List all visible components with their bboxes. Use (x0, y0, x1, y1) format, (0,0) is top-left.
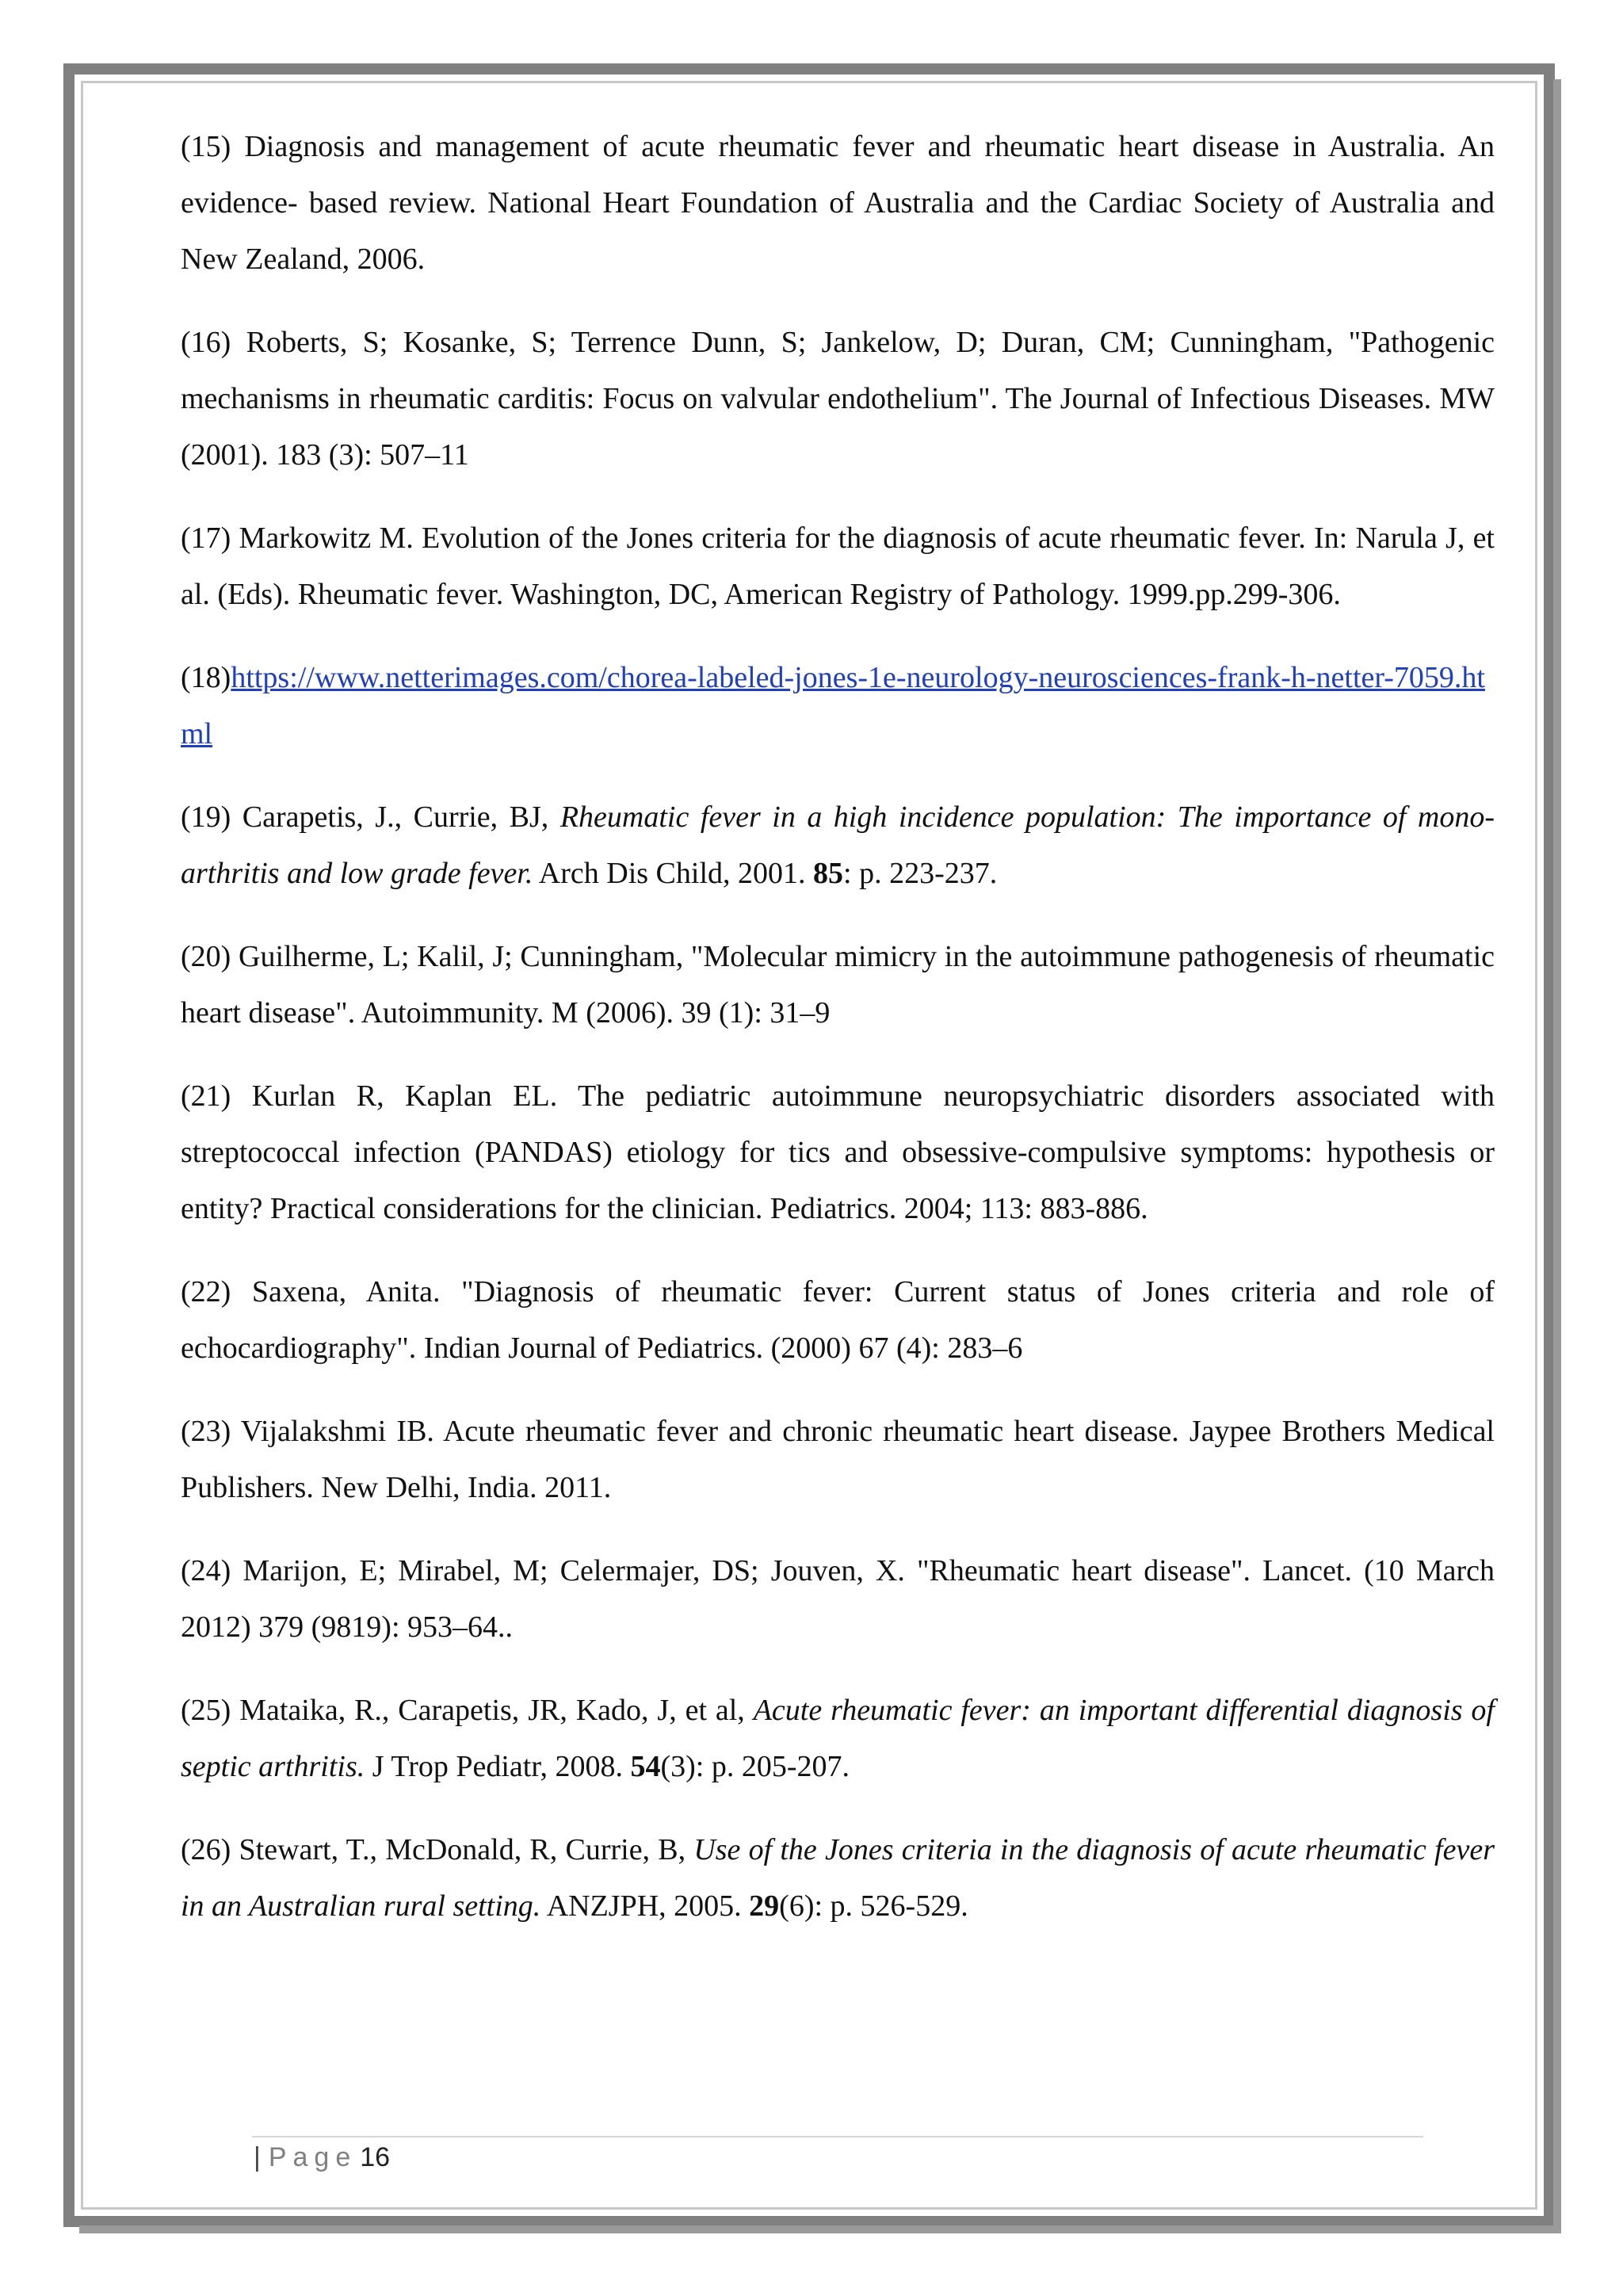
reference-link[interactable]: https://www.netterimages.com/chorea-labeled-jones-1e-neurology-neurosciences-frank-h-netter-7059.html (181, 661, 1485, 751)
reference-text: Arch Dis Child, 2001. (533, 857, 814, 890)
reference-17 (181, 510, 1495, 623)
reference-23 (181, 1404, 1495, 1516)
reference-text: (24) Marijon, E; Mirabel, M; Celermajer, DS; Jouven, X. "Rheumatic heart disease". Lancet. (10 March 2012) 379 (9819): 953–64.. (181, 1554, 1495, 1644)
reference-text: (21) Kurlan R, Kaplan EL. The pediatric autoimmune neuropsychiatric disorders associated with streptococcal infection (PANDAS) etiology for tics and obsessive-compulsive symptoms: hypothesis or entity? Practical considerations for the clinician. Pediatrics. 2004; 113: 883-886. (181, 1079, 1495, 1225)
page-footer (254, 2140, 390, 2175)
reference-22 (181, 1264, 1495, 1377)
reference-text: (26) Stewart, T., McDonald, R, Currie, B, (181, 1833, 694, 1866)
page-number: 16 (360, 2142, 391, 2172)
reference-text: (17) Markowitz M. Evolution of the Jones criteria for the diagnosis of acute rheumatic fever. In: Narula J, et al. (Eds). Rheumatic fever. Washington, DC, American Registry of Pathology. 1999.pp.299-306. (181, 521, 1495, 611)
reference-text: (6): p. 526-529. (779, 1889, 968, 1923)
reference-text: 85 (813, 857, 844, 890)
reference-text: (23) Vijalakshmi IB. Acute rheumatic fever and chronic rheumatic heart disease. Jaypee Brothers Medical Publishers. New Delhi, India. 2011. (181, 1415, 1495, 1504)
reference-text: (3): p. 205-207. (660, 1750, 850, 1783)
reference-text: (18) (181, 661, 231, 694)
reference-18 (181, 650, 1495, 762)
reference-24 (181, 1543, 1495, 1656)
reference-text: J Trop Pediatr, 2008. (365, 1750, 631, 1783)
reference-text: Use of the Jones criteria in the diagnosis of acute rheumatic fever in an Australian rural setting. (181, 1833, 1495, 1923)
reference-text: Acute rheumatic fever: an important differential diagnosis of septic arthritis. (181, 1694, 1495, 1783)
reference-list (181, 119, 1495, 1962)
reference-text: 54 (630, 1750, 661, 1783)
reference-text: ANZJPH, 2005. (540, 1889, 750, 1923)
reference-19 (181, 789, 1495, 902)
reference-text: (25) Mataika, R., Carapetis, JR, Kado, J, et al, (181, 1694, 754, 1727)
reference-text: : p. 223-237. (843, 857, 998, 890)
footer-separator: | (254, 2142, 261, 2172)
reference-21 (181, 1068, 1495, 1237)
reference-text: (15) Diagnosis and management of acute rheumatic fever and rheumatic heart disease in Australia. An evidence- based review. National Heart Foundation of Australia and the Cardiac Society of Australia and New Zealand, 2006. (181, 130, 1495, 276)
reference-15 (181, 119, 1495, 288)
footer-divider (252, 2136, 1423, 2137)
reference-25 (181, 1683, 1495, 1795)
reference-16 (181, 315, 1495, 483)
reference-26 (181, 1822, 1495, 1935)
reference-text: (16) Roberts, S; Kosanke, S; Terrence Dunn, S; Jankelow, D; Duran, CM; Cunningham, "Pathogenic mechanisms in rheumatic carditis: Focus on valvular endothelium". The Journal of Infectious Diseases. MW (2001). 183 (3): 507–11 (181, 326, 1495, 472)
page-label: Page (268, 2142, 357, 2172)
reference-text: 29 (749, 1889, 780, 1923)
reference-text: Rheumatic fever in a high incidence population: The importance of mono-arthritis and low grade fever. (181, 800, 1495, 890)
reference-text: (20) Guilherme, L; Kalil, J; Cunningham, "Molecular mimicry in the autoimmune pathogenesis of rheumatic heart disease". Autoimmunity. M (2006). 39 (1): 31–9 (181, 940, 1495, 1030)
reference-text: (19) Carapetis, J., Currie, BJ, (181, 800, 560, 834)
reference-text: (22) Saxena, Anita. "Diagnosis of rheumatic fever: Current status of Jones criteria and role of echocardiography". Indian Journal of Pediatrics. (2000) 67 (4): 283–6 (181, 1275, 1495, 1365)
reference-20 (181, 929, 1495, 1041)
